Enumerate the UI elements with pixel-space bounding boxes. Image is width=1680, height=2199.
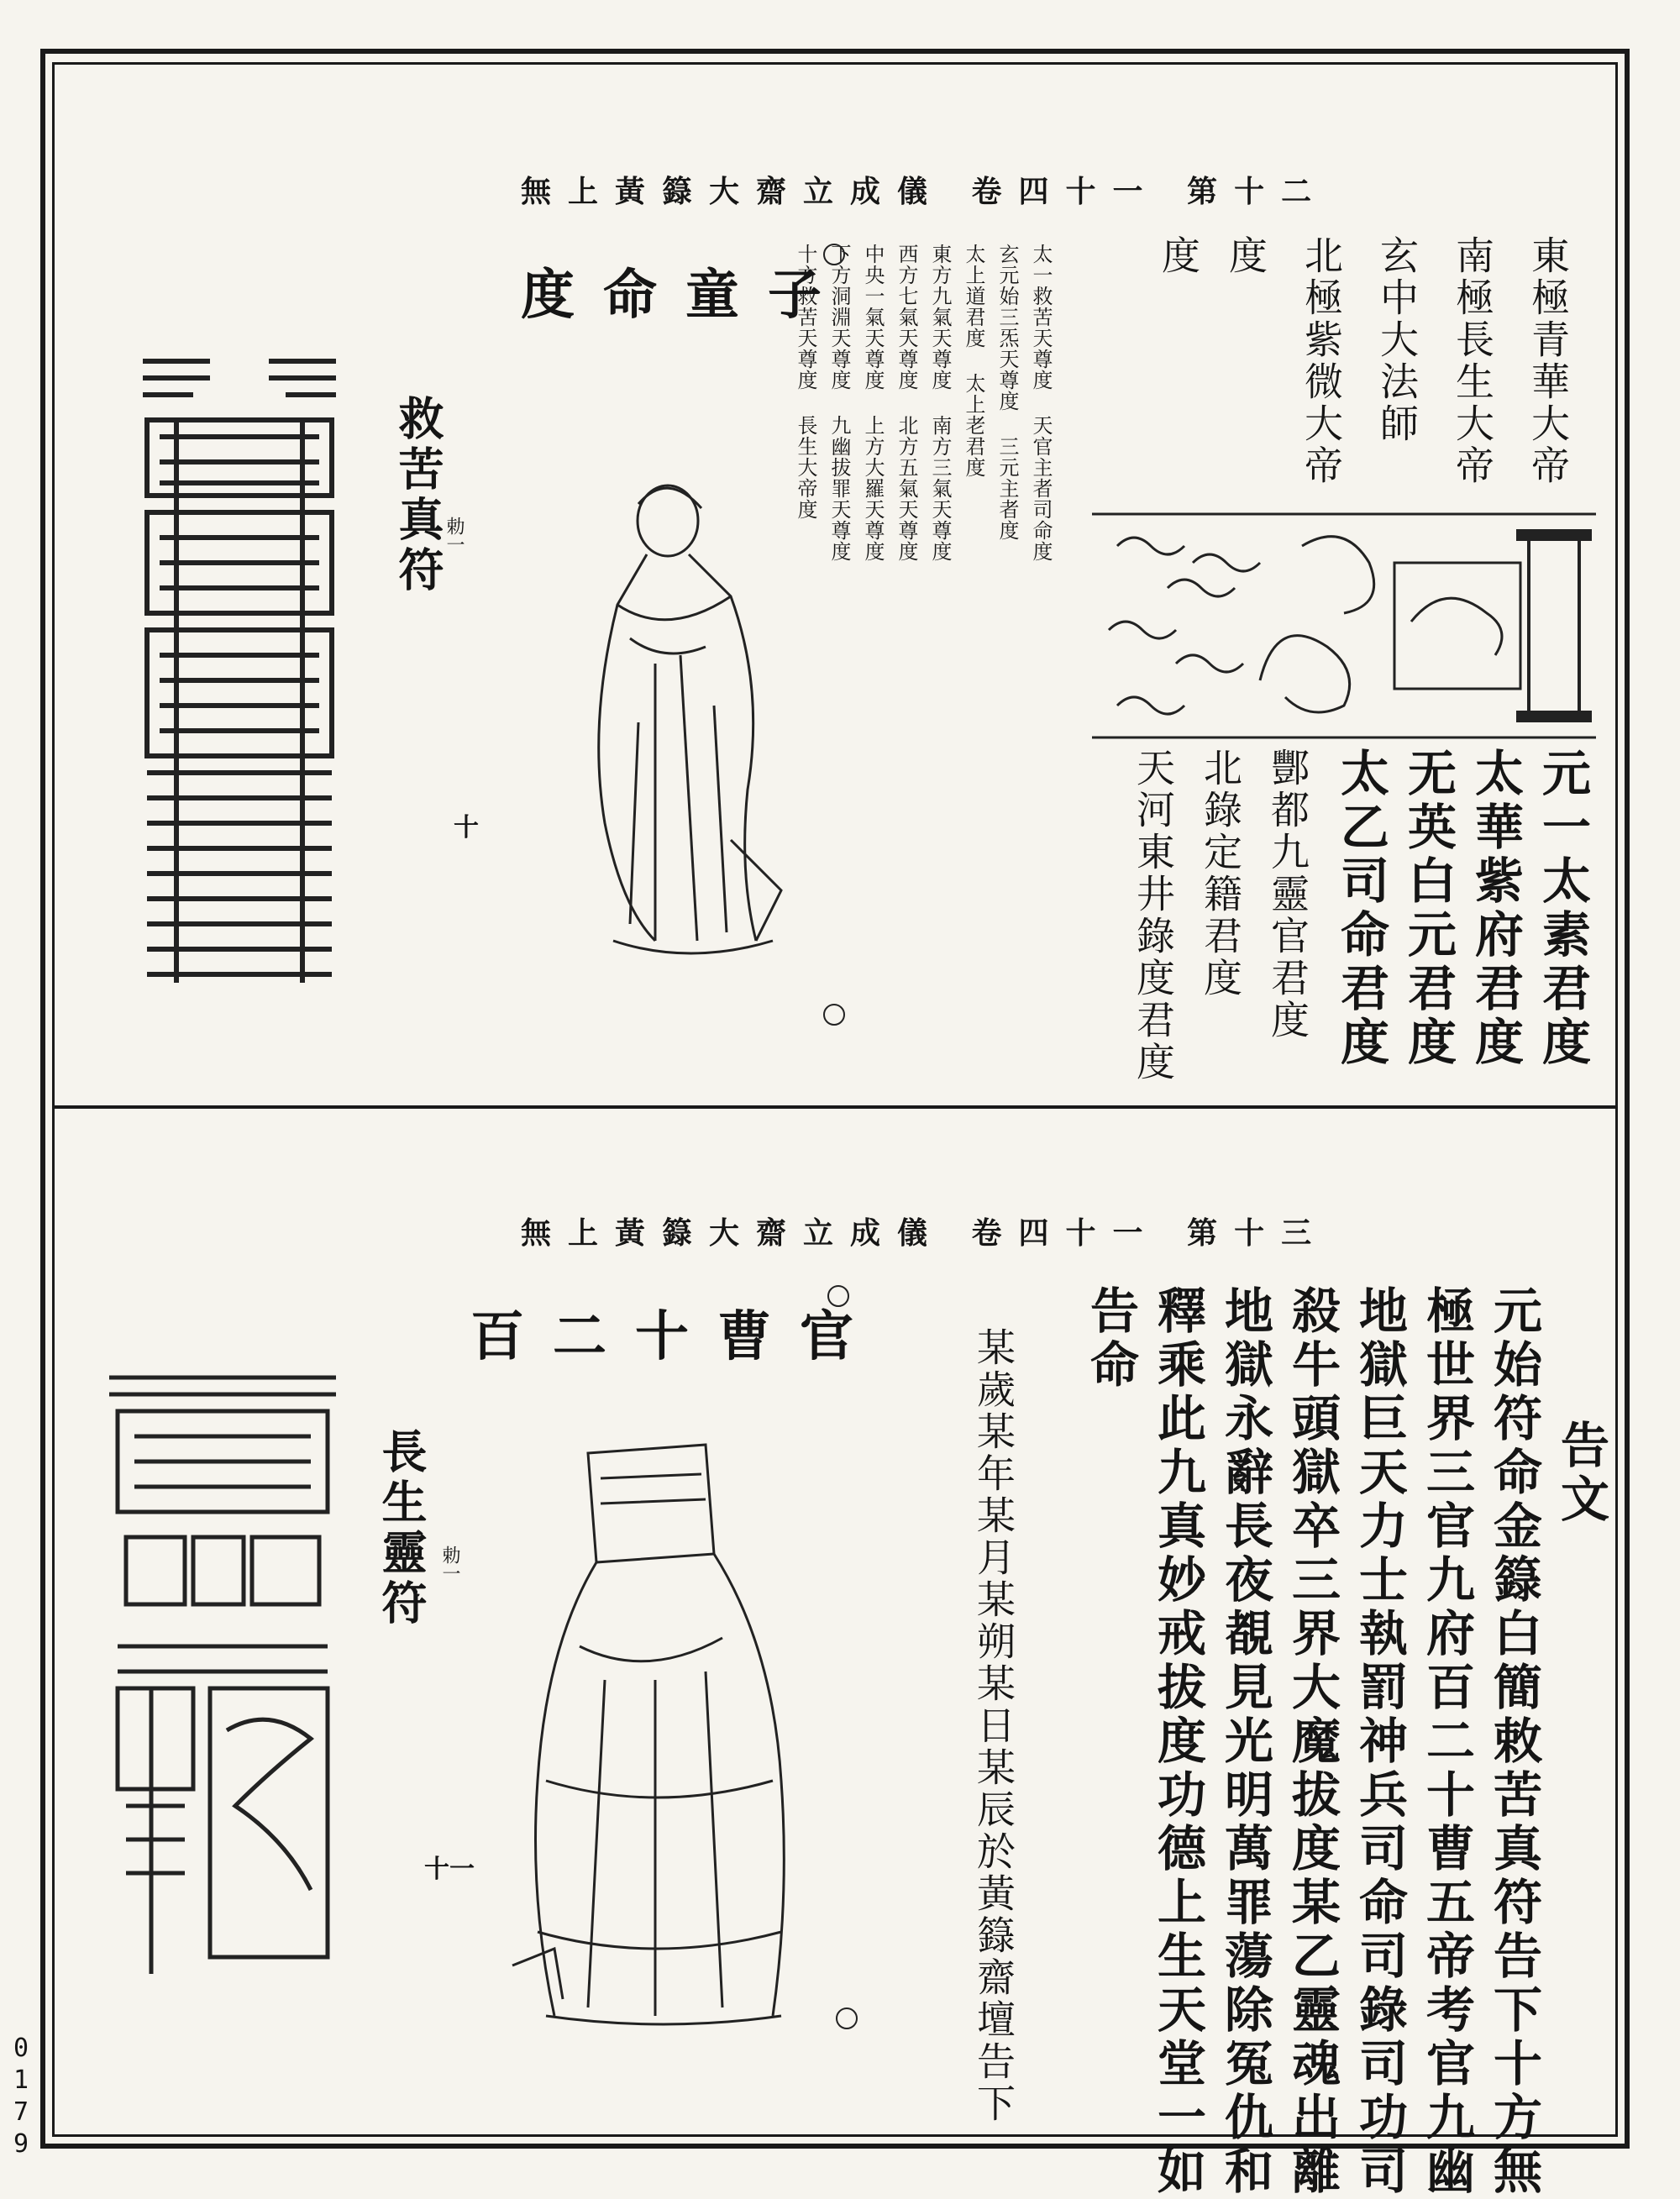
date-line: 某歲某年某月某朔某日某辰於黃籙齋壇告下 xyxy=(971,1327,1016,2125)
lower-fu-label: 長生靈符 xyxy=(375,1428,428,1630)
youth-figure-illustration xyxy=(538,470,815,974)
god-col: 度 xyxy=(1156,235,1201,277)
small-col: 西方七氣天尊度 北方五氣天尊度 xyxy=(895,244,918,562)
small-col: 玄元始三炁天尊度 三元主者度 xyxy=(995,244,1019,541)
upper-fu-sub: 勅一 xyxy=(444,517,465,554)
lower-fu-sub: 勅一 xyxy=(439,1546,460,1582)
upper-title: 度命童子 xyxy=(521,264,850,327)
page-number-digit: 0 xyxy=(13,2034,29,2063)
body-col: 告命 xyxy=(1082,1285,1139,1393)
gao-wen-heading: 告文 xyxy=(1552,1420,1609,1527)
page-number xyxy=(12,2033,30,2160)
panel-divider xyxy=(52,1105,1618,1109)
small-col: 下方洞淵天尊度 九幽拔罪天尊度 xyxy=(827,244,851,562)
small-col: 中央一氣天尊度 上方大羅天尊度 xyxy=(861,244,885,562)
lower-header: 無上黃籙大齋立成儀 卷四十一 第十三 xyxy=(521,1215,1329,1251)
page-number-digit: 9 xyxy=(13,2129,29,2159)
circle-mark xyxy=(823,1004,845,1026)
body-col: 極世界三官九府百二十曹五帝考官九幽 xyxy=(1418,1285,1475,2199)
god-col: 玄中大法師 xyxy=(1374,235,1420,445)
lower-title: 百二十曹官 xyxy=(470,1305,882,1368)
small-col: 東方九氣天尊度 南方三氣天尊度 xyxy=(928,244,952,562)
body-col: 地獄永辭長夜覩見光明萬罪蕩除冤仇和 xyxy=(1216,1285,1273,2199)
circle-mark xyxy=(836,2007,858,2029)
upper-fu-label: 救苦真符 xyxy=(391,395,445,596)
god-col: 太華紫府君度 xyxy=(1467,748,1524,1070)
body-col: 地獄巨天力士執罰神兵司命司錄司功司 xyxy=(1351,1285,1408,2199)
upper-fu-mark: 十 xyxy=(454,813,479,842)
small-col: 十方救苦天尊度 長生大帝度 xyxy=(794,244,817,520)
god-col: 元一太素君度 xyxy=(1534,748,1591,1070)
god-col: 東極青華大帝 xyxy=(1525,235,1571,487)
upper-header: 無上黃籙大齋立成儀 卷四十一 第十二 xyxy=(521,174,1329,209)
lower-talisman xyxy=(101,1369,344,1999)
god-col: 度 xyxy=(1223,235,1268,277)
god-col: 天河東井錄度君度 xyxy=(1131,748,1176,1084)
page-number-digit: 7 xyxy=(13,2097,29,2127)
god-col: 北錄定籍君度 xyxy=(1198,748,1243,1000)
god-col: 太乙司命君度 xyxy=(1332,748,1389,1070)
god-col: 无英白元君度 xyxy=(1399,748,1457,1070)
god-col: 酆都九靈官君度 xyxy=(1265,748,1310,1042)
altar-cloud-illustration xyxy=(1092,512,1596,739)
upper-talisman xyxy=(126,344,353,991)
god-col: 南極長生大帝 xyxy=(1450,235,1495,487)
body-col: 元始符命金籙白簡敕苦真符告下十方無 xyxy=(1485,1285,1542,2199)
official-figure-illustration xyxy=(496,1428,815,2033)
body-col: 釋乘此九真妙戒拔度功德上生天堂一如 xyxy=(1149,1285,1206,2199)
lower-fu-mark: 十一 xyxy=(424,1855,475,1884)
page-number-digit: 1 xyxy=(13,2065,29,2095)
small-col: 太一救苦天尊度 天官主者司命度 xyxy=(1029,244,1053,562)
god-col: 北極紫微大帝 xyxy=(1299,235,1344,487)
small-col: 太上道君度 太上老君度 xyxy=(962,244,985,478)
body-col: 殺牛頭獄卒三界大魔拔度某乙靈魂出離 xyxy=(1284,1285,1341,2199)
